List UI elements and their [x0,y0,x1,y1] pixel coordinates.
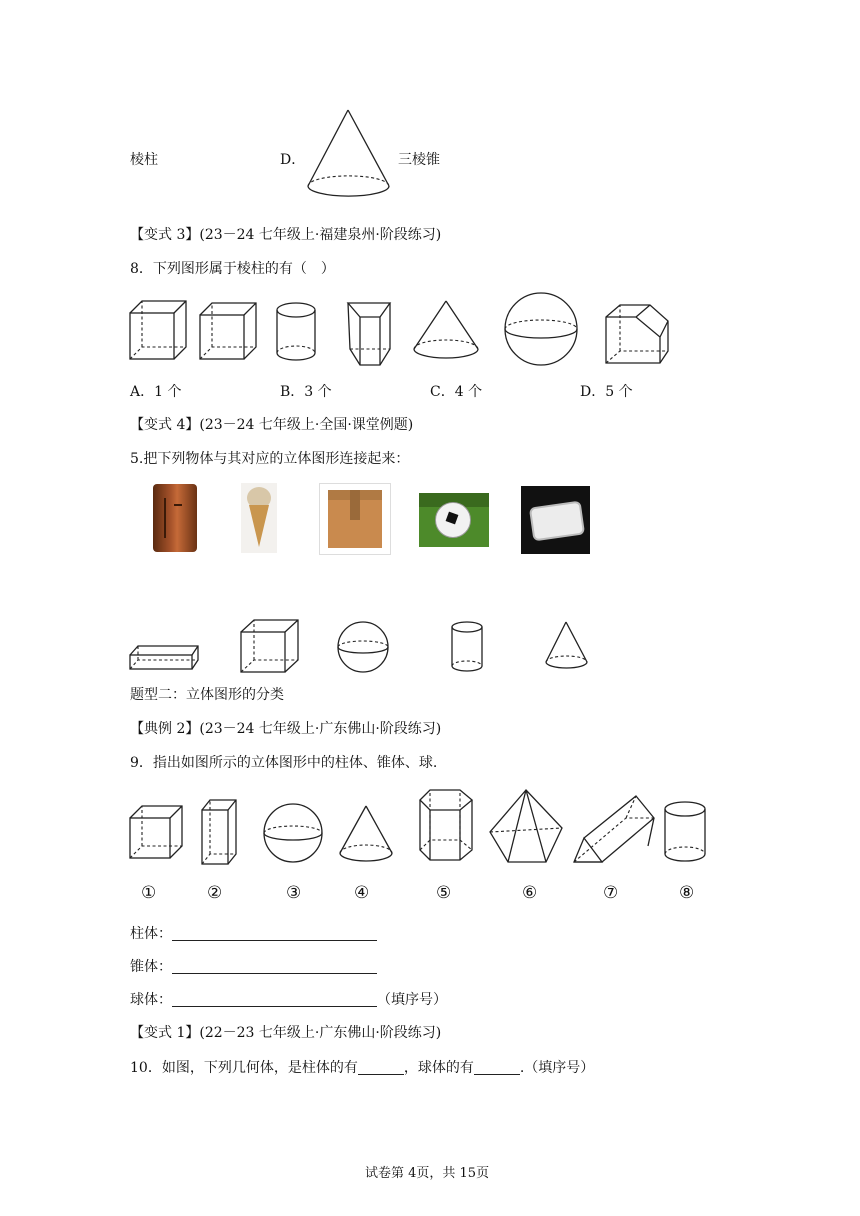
q9-figures [128,788,708,873]
q9-cone-answer-row [130,959,377,974]
q9-sphere-blank[interactable] [172,992,377,1007]
variant3-header: 【变式 3】(23－24 七年级上·福建泉州·阶段练习) [130,227,442,243]
q5-cylinder-figure [452,622,482,671]
ice-cream-cone-photo [241,483,277,553]
q10-part1: 10．如图，下列几何体，是柱体的有 [130,1060,358,1076]
q8-frustum-prism-figure [348,303,390,365]
q5-stem: 5.把下列物体与其对应的立体图形连接起来： [130,451,410,467]
q8-cuboid-figure [130,301,186,359]
option-c-text-tail: 棱柱 [130,152,158,168]
q9-label-1: ① [141,883,157,903]
q9-note: （填序号） [377,992,447,1008]
option-d-text: 三棱锥 [398,152,440,168]
section2-title: 题型二：立体图形的分类 [130,687,284,703]
q8-option-c: C．4 个 [430,384,483,400]
q9-label-8: ⑧ [679,883,695,903]
q8-sphere-figure [505,293,577,365]
q9-label-7: ⑦ [603,883,619,903]
q9-cylinder-figure [665,802,705,861]
q9-triangular-prism-figure [574,796,654,862]
q8-cone-figure [414,301,478,358]
q5-cone-figure [546,622,587,668]
q9-sphere-figure [264,804,322,862]
q8-figures [128,293,688,373]
q5-flat-cuboid-figure [130,646,198,669]
q9-label-6: ⑥ [522,883,538,903]
q9-label-2: ② [207,883,223,903]
q10-prism-blank[interactable] [358,1060,404,1075]
q10-part2: ，球体的有 [403,1060,474,1076]
q9-prism-blank[interactable] [172,926,377,941]
q8-option-b: B．3 个 [280,384,332,400]
q9-label-3: ③ [286,883,302,903]
q9-sphere-answer-row [130,992,447,1007]
q9-cone-label: 锥体： [130,959,172,975]
q8-option-d: D．5 个 [580,384,633,400]
q5-sphere-figure [338,622,388,672]
q8-cut-cuboid-figure [606,305,668,363]
variant1-header: 【变式 1】(22－23 七年级上·广东佛山·阶段练习) [130,1025,442,1041]
page-footer: 试卷第 4页，共 15页 [365,1166,490,1181]
q9-hexagonal-prism-figure [420,790,472,860]
q9-stem: 9．指出如图所示的立体图形中的柱体、锥体、球. [130,755,438,771]
option-d-cone-figure [300,108,400,208]
q9-label-4: ④ [354,883,370,903]
q9-tall-prism-figure [202,800,236,864]
q9-label-5: ⑤ [436,883,452,903]
example2-header: 【典例 2】(23－24 七年级上·广东佛山·阶段练习) [130,721,442,737]
q9-pyramid-figure [490,790,562,862]
q8-option-a: A．1 个 [130,384,182,400]
q9-prism-label: 柱体： [130,926,172,942]
q9-prism-answer-row [130,926,377,941]
option-d-label: D． [280,152,306,168]
q9-cone-blank[interactable] [172,959,377,974]
q9-cube-figure [130,806,182,858]
q8-stem: 8．下列图形属于棱柱的有（ ） [130,261,335,277]
q9-cone-figure [340,806,392,861]
pen-holder-photo [140,480,210,556]
q8-cylinder-figure [277,303,315,360]
soccer-ball-photo [419,493,489,547]
soap-box-photo [521,486,590,554]
q10-stem [130,1060,594,1075]
q9-sphere-label: 球体： [130,992,172,1008]
q10-sphere-blank[interactable] [474,1060,520,1075]
q8-cube-figure [200,303,256,359]
q5-shape-figures [128,618,598,678]
cardboard-box-photo [319,483,391,555]
q10-part3: .（填序号） [519,1060,595,1076]
variant4-header: 【变式 4】(23－24 七年级上·全国·课堂例题) [130,417,414,433]
q5-cube-figure [241,620,298,672]
